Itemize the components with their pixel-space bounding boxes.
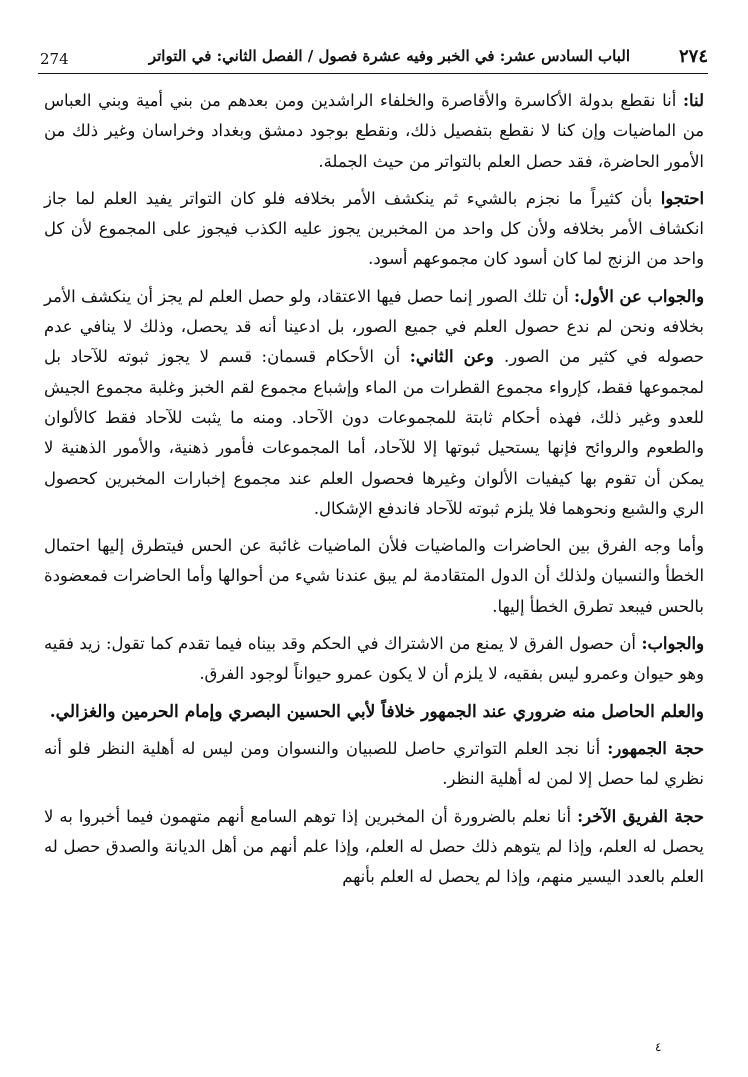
paragraph-text: وأما وجه الفرق بين الحاضرات والماضيات فلأن الماضيات غائبة عن الحس فيتطرق إليها احتمال الخطأ والنسيان ولذلك أن الدول المتقادمة لم يبق عندنا شيء من أحوالها وأما الحاضرات فمعضودة بالحس فيبعد تطرق الخطأ إليها. [44, 536, 704, 616]
paragraph-lead-second: وعن الثاني: [409, 347, 504, 367]
paragraph [44, 531, 704, 622]
paragraph [44, 282, 704, 524]
running-title: الباب السادس عشر: في الخبر وفيه عشرة فصول / الفصل الثاني: في التواتر [148, 47, 630, 65]
paragraph-lead: حجة الفريق الآخر: [577, 806, 704, 826]
paragraph-text: أن حصول الفرق لا يمنع من الاشتراك في الحكم وقد بيناه فيما تقدم كما تقول: زيد فقيه وهو حيوان وعمرو ليس بفقيه، لا يلزم أن لا يكون عمرو حيواناً لوجود الفرق. [44, 634, 704, 684]
paragraph-lead: حجة الجمهور: [607, 738, 704, 758]
paragraph-lead: والجواب: [641, 634, 704, 654]
header-rule [38, 73, 708, 74]
paragraph-text: أنا نجد العلم التواتري حاصل للصبيان والنسوان ومن ليس له أهلية النظر فلو أنه نظري لما حصل إلا لمن له أهلية النظر. [44, 738, 704, 789]
main-statement: والعلم الحاصل منه ضروري عند الجمهور خلافاً لأبي الحسين البصري وإمام الحرمين والغزالي. [49, 701, 704, 722]
paragraph-text: أن تلك الصور إنما حصل فيها الاعتقاد، ولو حصل العلم لم يجز أن ينكشف الأمر بخلافه ونحن لم ندع حصول العلم في جميع الصور، بل ادعينا أنه قد يحصل، وذلك لا ينافي عدم حصوله في كثير من الصور. [44, 286, 704, 367]
paragraph [44, 734, 704, 795]
page-number-latin: 274 [40, 50, 69, 68]
paragraph [44, 86, 704, 177]
paragraph [44, 629, 704, 690]
page-header [38, 44, 708, 70]
paragraph-lead: والجواب عن الأول: [573, 286, 704, 306]
paragraph [44, 802, 704, 893]
footer-mark: ٤ [655, 1040, 662, 1054]
paragraph [44, 184, 704, 275]
paragraph-text: أنا نقطع بدولة الأكاسرة والأقاصرة والخلفاء الراشدين ومن بعدهم من بني أمية وبني العباس من الماضيات وإن كنا لا نقطع بتفصيل ذلك، ونقطع بوجود دمشق وبغداد وخراسان وغير ذلك من الأمور الحاضرة، فقد حصل العلم بالتواتر من حيث الجملة. [44, 91, 704, 171]
page-body [44, 86, 704, 899]
paragraph-lead: احتجوا [660, 188, 704, 208]
paragraph-text: بأن كثيراً ما نجزم بالشيء ثم ينكشف الأمر بخلافه فلو كان التواتر يفيد العلم لما جاز انكشاف الأمر بخلافه ولأن كل واحد من المخبرين يجوز عليه الكذب فيجوز على المجموع لأن كل واحد من الزنج لما كان أسود كان مجموعهم أسود. [44, 188, 704, 269]
paragraph-text: أنا نعلم بالضرورة أن المخبرين إذا توهم السامع أنهم متهمون فيما أخبروا به لا يحصل له العلم، وإذا لم يتوهم ذلك حصل له العلم، وإذا علم أنهم من أهل الديانة والصدق حصل له العلم بالعدد اليسير منهم، وإذا لم يحصل له العلم بأنهم [44, 806, 704, 887]
paragraph-lead: لنا: [683, 91, 704, 110]
paragraph-text-second: أن الأحكام قسمان: قسم لا يجوز ثبوته للآحاد بل لمجموعها فقط، كإرواء مجموع القطرات من الماء وإشباع مجموع لقم الخبز وغلبة مجموع الجيش للعدو وغير ذلك، فهذه أحكام ثابتة للمجموعات دون الآحاد. ومنه ما يثبت للآحاد فقط كالألوان والطعوم والروائح فإنها يستحيل ثبوتها إلا للآحاد، أما المجموعات فأمور ذهنية، والأمور الذهنية لا يمكن أن تقوم بها كيفيات الألوان وغيرها فحصول العلم عند مجموع إخبارات المخبرين كحصول الري والشبع ونحوهما فلا يلزم ثبوته للآحاد فاندفع الإشكال. [44, 347, 704, 518]
page-number-arabic: ٢٧٤ [678, 46, 708, 67]
